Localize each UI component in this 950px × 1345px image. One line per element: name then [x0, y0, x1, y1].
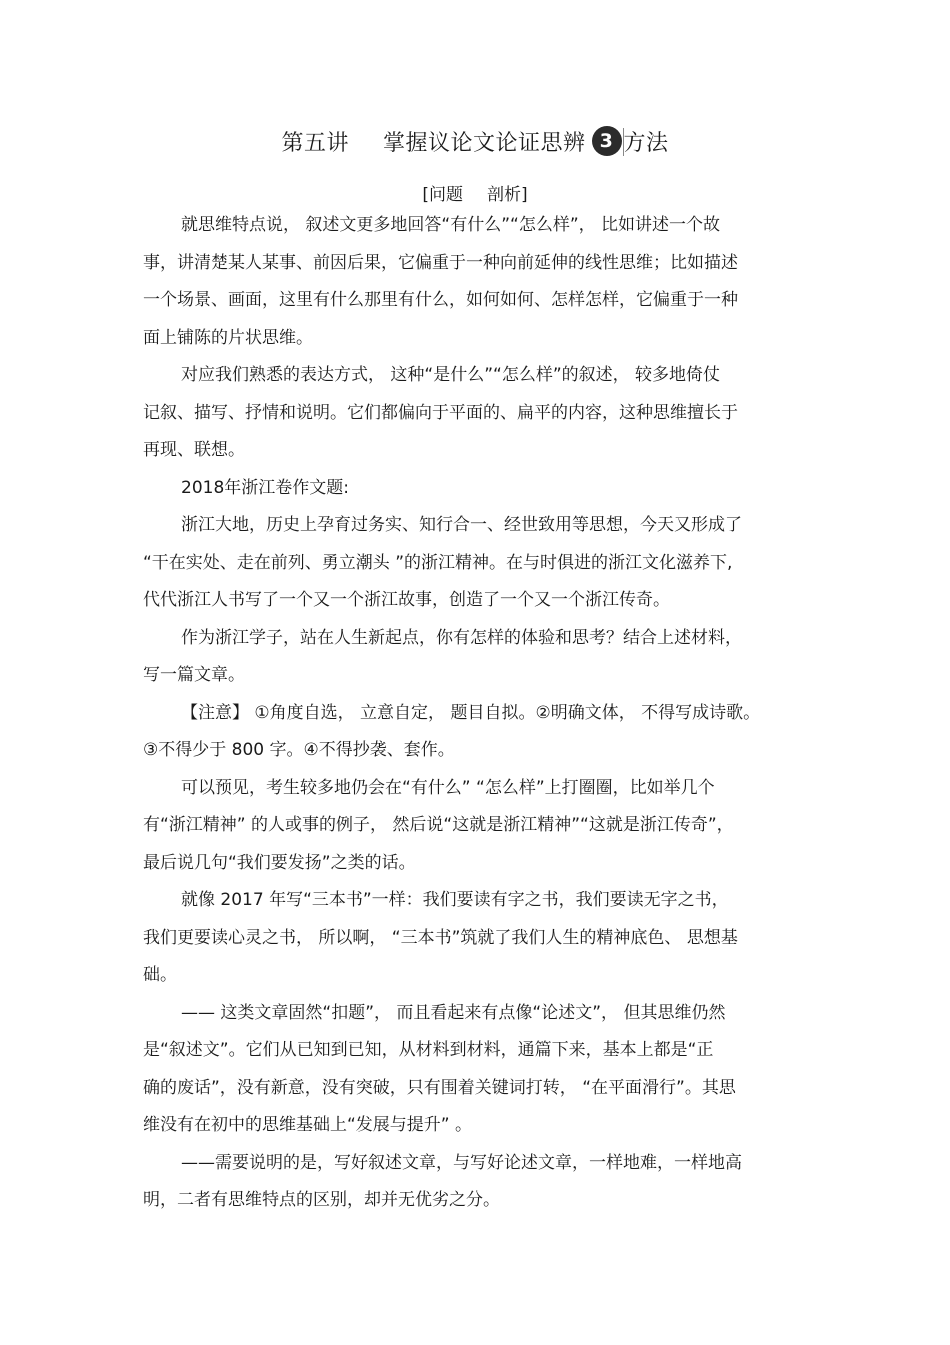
- text-line: 最后说几句“我们要发扬”之类的话。: [143, 853, 416, 873]
- text-line: 面上铺陈的片状思维。: [143, 328, 313, 348]
- text-line: 记叙、描写、抒情和说明。它们都偏向于平面的、扁平的内容，这种思维擅长于: [143, 403, 738, 423]
- subtitle-close: 剖析]: [487, 185, 528, 205]
- text-line: 就像 2017 年写“三本书”一样：我们要读有字之书，我们要读无字之书，: [181, 890, 729, 910]
- title-lecture-number: 第五讲: [281, 131, 349, 156]
- text-line: 作为浙江学子，站在人生新起点，你有怎样的体验和思考？结合上述材料，: [181, 628, 742, 648]
- text-line: “干在实处、走在前列、勇立潮头 ”的浙江精神。在与时俱进的浙江文化滋养下,: [143, 553, 733, 573]
- text-line: 明，二者有思维特点的区别，却并无优劣之分。: [143, 1190, 500, 1210]
- page-title: [0, 126, 950, 157]
- title-main-text: 掌握议论文论证思辨: [382, 131, 586, 156]
- text-line: —— 这类文章固然“扣题”， 而且看起来有点像“论述文”， 但其思维仍然: [181, 1003, 726, 1023]
- text-line: 维没有在初中的思维基础上“发展与提升” 。: [143, 1115, 473, 1135]
- text-line: 有“浙江精神” 的人或事的例子， 然后说“这就是浙江精神”“这就是浙江传奇”，: [143, 815, 734, 835]
- number-three-badge-icon: [592, 126, 622, 156]
- text-line: 是“叙述文”。它们从已知到已知，从材料到材料，通篇下来，基本上都是“正: [143, 1040, 714, 1060]
- badge-number: 3: [592, 126, 622, 156]
- text-line: 可以预见，考生较多地仍会在“有什么” “怎么样”上打圈圈，比如举几个: [181, 778, 715, 798]
- text-line: 就思维特点说， 叙述文更多地回答“有什么”“怎么样”， 比如讲述一个故: [181, 215, 721, 235]
- text-line: 代代浙江人书写了一个又一个浙江故事，创造了一个又一个浙江传奇。: [143, 590, 670, 610]
- title-suffix: 方法: [623, 131, 669, 156]
- text-line: 我们更要读心灵之书， 所以啊， “三本书”筑就了我们人生的精神底色、 思想基: [143, 928, 738, 948]
- text-line: ③不得少于 800 字。④不得抄袭、套作。: [143, 740, 455, 760]
- section-subtitle: [0, 180, 950, 205]
- subtitle-open: [问题: [422, 185, 463, 205]
- text-line: 确的废话”，没有新意，没有突破，只有围着关键词打转， “在平面滑行”。其思: [143, 1078, 736, 1098]
- text-line: 础。: [143, 965, 177, 985]
- text-line: 写一篇文章。: [143, 665, 245, 685]
- text-line: 2018年浙江卷作文题:: [181, 478, 349, 498]
- text-line: 【注意】 ①角度自选， 立意自定， 题目自拟。②明确文体， 不得写成诗歌。: [181, 703, 761, 723]
- text-line: 一个场景、画面，这里有什么那里有什么，如何如何、怎样怎样，它偏重于一种: [143, 290, 738, 310]
- text-line: ——需要说明的是，写好叙述文章，与写好论述文章，一样地难，一样地高: [181, 1153, 742, 1173]
- text-line: 对应我们熟悉的表达方式， 这种“是什么”“怎么样”的叙述， 较多地倚仗: [181, 365, 721, 385]
- text-line: 再现、联想。: [143, 440, 245, 460]
- text-line: 浙江大地，历史上孕育过务实、知行合一、经世致用等思想，今天又形成了: [181, 515, 742, 535]
- text-line: 事，讲清楚某人某事、前因后果，它偏重于一种向前延伸的线性思维；比如描述: [143, 253, 738, 273]
